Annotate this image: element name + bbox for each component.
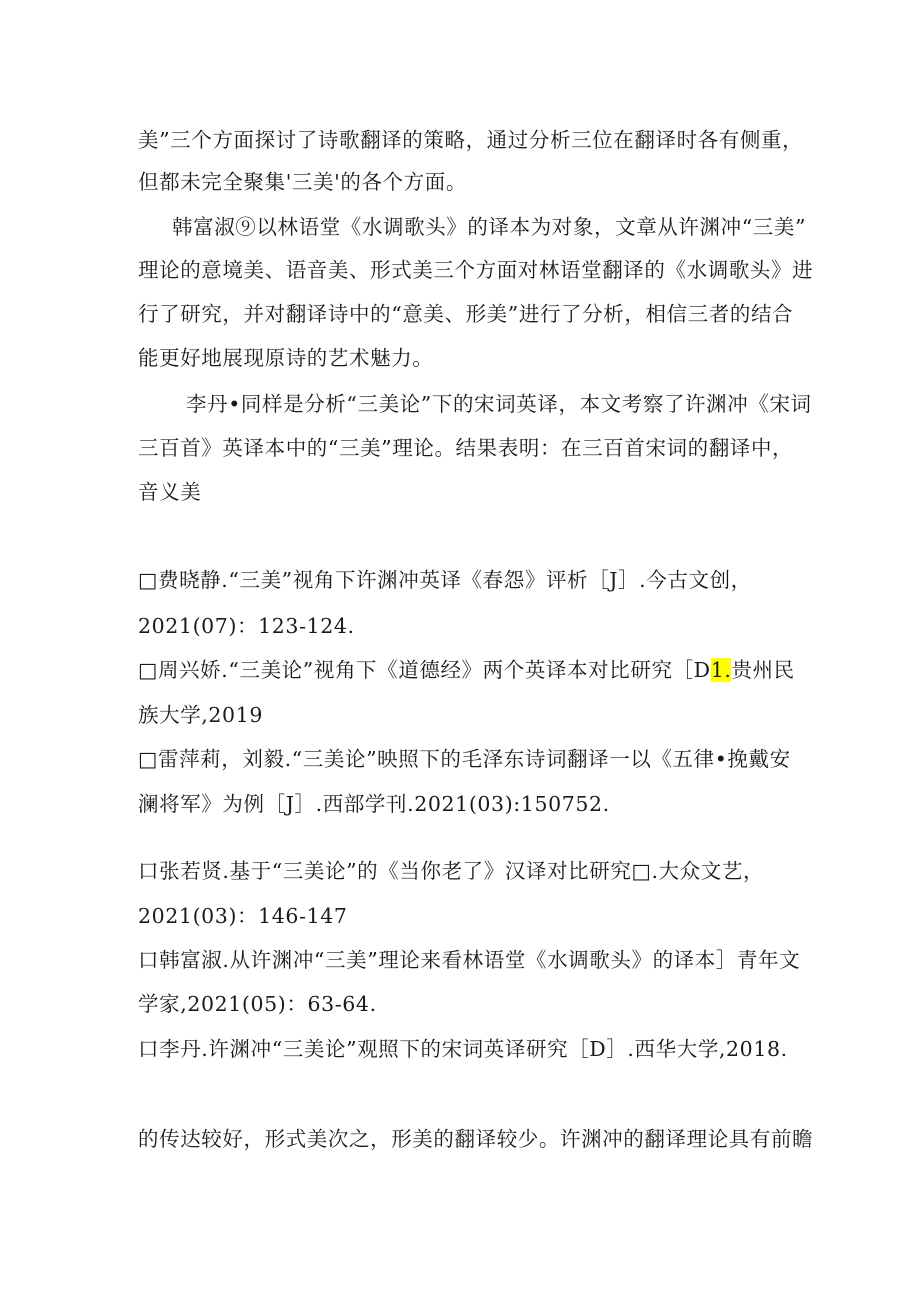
reference-5-line-2: 学家,2021(05)：63-64. bbox=[138, 992, 377, 1016]
highlighted-text: 1. bbox=[710, 658, 732, 682]
paragraph-1-line-1: 美”三个方面探讨了诗歌翻译的策略，通过分析三位在翻译时各有侧重， bbox=[138, 128, 804, 152]
reference-3-line-2: 澜将军》为例［J］.西部学刊.2021(03):150752. bbox=[138, 792, 610, 816]
reference-2-line-2: 族大学,2019 bbox=[138, 703, 263, 727]
continuation-line: 的传达较好，形式美次之，形美的翻译较少。许渊冲的翻译理论具有前瞻 bbox=[138, 1127, 814, 1151]
reference-2-text-start: □周兴娇.“三美论”视角下《道德经》两个英译本对比研究［D bbox=[138, 658, 711, 682]
reference-2-line-1 bbox=[138, 656, 795, 684]
paragraph-2-line-4: 能更好地展现原诗的艺术魅力。 bbox=[138, 346, 434, 370]
paragraph-2-line-2: 理论的意境美、语音美、形式美三个方面对林语堂翻译的《水调歌头》进 bbox=[138, 258, 814, 282]
paragraph-1-line-2: 但都未完全聚集'三美'的各个方面。 bbox=[138, 170, 467, 194]
reference-4-line-2: 2021(03)：146-147 bbox=[138, 904, 348, 928]
paragraph-3-line-1: 李丹•同样是分析“三美论”下的宋词英译，本文考察了许渊冲《宋词 bbox=[186, 392, 812, 416]
reference-4-line-1: 口张若贤.基于“三美论”的《当你老了》汉译对比研究□.大众文艺， bbox=[138, 859, 765, 883]
reference-3-line-1: □雷萍莉，刘毅.“三美论”映照下的毛泽东诗词翻译一以《五律•挽戴安 bbox=[138, 747, 791, 771]
paragraph-2-line-3: 行了研究，并对翻译诗中的“意美、形美”进行了分析，相信三者的结合 bbox=[138, 302, 794, 326]
reference-2-text-end: 贵州民 bbox=[731, 658, 795, 682]
paragraph-2-line-1: 韩富淑⑨以林语堂《水调歌头》的译本为对象，文章从许渊冲“三美” bbox=[172, 215, 807, 239]
reference-6-line-1: 口李丹.许渊冲“三美论”观照下的宋词英译研究［D］.西华大学,2018. bbox=[138, 1037, 788, 1061]
paragraph-3-line-3: 音义美 bbox=[138, 480, 202, 504]
reference-1-line-2: 2021(07)：123-124. bbox=[138, 614, 355, 638]
reference-1-line-1: □费晓静.“三美”视角下许渊冲英译《春怨》评析［J］.今古文创， bbox=[138, 568, 752, 592]
reference-5-line-1: 口韩富淑.从许渊冲“三美”理论来看林语堂《水调歌头》的译本］青年文 bbox=[138, 948, 801, 972]
paragraph-3-line-2: 三百首》英译本中的“三美”理论。结果表明：在三百首宋词的翻译中， bbox=[138, 436, 794, 460]
